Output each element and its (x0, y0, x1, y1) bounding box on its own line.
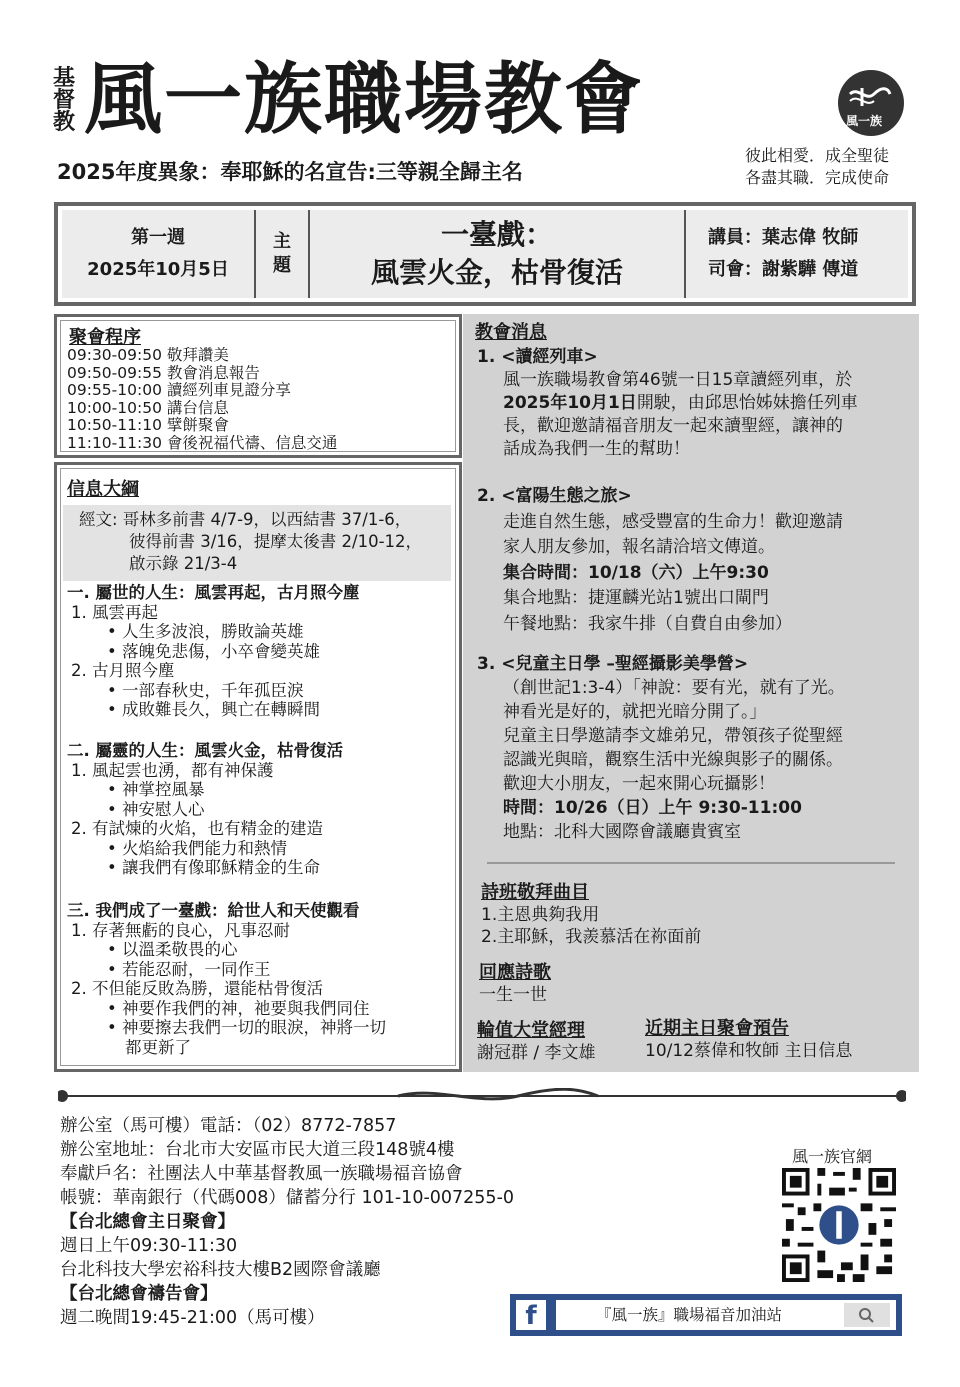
news-item-3: 3. <兒童主日學 –聖經攝影美學營> （創世記1:3-4）「神說：要有光，就有了光。 神看光是好的，就把光暗分開了。」 兒童主日學邀請李文雄弟兄，帶領孩子從聖經 認識光與暗，觀察生活中光線與影子的關係。 歡迎大小朋友，一起來開心玩攝影！ 時間：10/26（日）上午 9:30-11:00 地點：北科大國際會議廳貴賓室 (477, 654, 845, 842)
qr-code-icon[interactable] (782, 1168, 896, 1282)
logo-icon (838, 70, 904, 136)
program-heading: 聚會程序 (69, 327, 141, 348)
motto: 彼此相愛．成全聖徒 各盡其職．完成使命 (745, 146, 890, 187)
annual-vision: 2025年度異象：奉耶穌的名宣告:三等親全歸主名 (57, 160, 523, 184)
sermon-title: 一臺戲： 風雲火金，枯骨復活 (310, 210, 686, 298)
host: 司會：謝紫驊 傳道 (708, 259, 859, 280)
outline-heading: 信息大綱 (67, 479, 139, 500)
logo-text: 風一族 (846, 114, 883, 128)
facebook-search-box[interactable]: 『風一族』職場福音加油站 (556, 1300, 896, 1330)
ornamental-divider (58, 1088, 906, 1104)
facebook-bar[interactable] (510, 1294, 902, 1336)
title-prefix: 基督教 (52, 66, 75, 135)
divider-line (487, 862, 895, 864)
week-cell (62, 210, 256, 298)
news-box (463, 314, 919, 1072)
list-item: 10:00-10:50 講台信息 (67, 398, 229, 417)
sermon-band (54, 202, 916, 306)
program-list (67, 347, 337, 452)
office-info: 辦公室（馬可樓）電話：（02）8772-7857 辦公室地址：台北市大安區市民大道三段148號4樓 奉獻戶名：社團法人中華基督教風一族職場福音協會 帳號：華南銀行（代碼008）儲蓄分行 101-10-007255-0 【台北總會主日聚會】 週日上午09:30-11:30 台北科技大學宏裕科技大樓B2國際會議廳 【台北總會禱告會】 週二晚間19:45-21:00（馬可樓） (60, 1116, 515, 1328)
worship-songs: 詩班敬拜曲目 1.主恩典夠我用 2.主耶穌，我羨慕活在祢面前 (481, 882, 702, 947)
service-date: 2025年10月5日 (87, 259, 229, 280)
facebook-icon[interactable]: f (516, 1300, 546, 1330)
news-heading: 教會消息 (475, 322, 547, 343)
speakers (686, 210, 908, 298)
topic-label: 主 題 (256, 210, 310, 298)
website-label: 風一族官網 (792, 1147, 873, 1166)
list-item: 11:10-11:30 會後祝福代禱、信息交通 (67, 433, 338, 452)
list-item: 09:30-09:50 敬拜讚美 (67, 346, 229, 364)
program-box (54, 314, 462, 458)
speaker: 講員：葉志偉 牧師 (708, 227, 859, 248)
list-item: 09:55-10:00 讀經列車見證分享 (67, 381, 291, 399)
search-icon[interactable] (844, 1303, 890, 1327)
upcoming-preview: 近期主日聚會預告 10/12蔡偉和牧師 主日信息 (645, 1018, 853, 1061)
outline-point-1: 一. 屬世的人生：風雲再起，古月照今塵 1. 風雲再起 • 人生多波浪，勝敗論英雄 • 落魄免悲傷，小卒會變英雄 2. 古月照今塵 • 一部春秋史，千年孤臣淚 • 成敗難長久，興亡在轉瞬間 (67, 583, 360, 719)
lobby-manager: 輪值大堂經理 謝冠群 / 李文雄 (477, 1020, 596, 1063)
outline-point-2: 二. 屬靈的人生：風雲火金，枯骨復活 1. 風起雲也湧，都有神保護 • 神掌控風暴 • 神安慰人心 2. 有試煉的火焰，也有精金的建造 • 火焰給我們能力和熱情 • 讓我們有像耶穌精金的生命 (67, 741, 344, 877)
outline-box (54, 462, 462, 1072)
response-song: 回應詩歌 一生一世 (479, 962, 551, 1005)
scripture: 經文: 哥林多前書 4/7-9，以西結書 37/1-6， 彼得前書 3/16，提摩太後書 2/10-12， 啟示錄 21/3-4 (63, 505, 451, 581)
news-item-2: 2. <富陽生態之旅> 走進自然生態，感受豐富的生命力！歡迎邀請 家人朋友參加，報名請洽培文傳道。 集合時間：10/18（六）上午9:30 集合地點：捷運麟光站1號出口閘門 午餐地點：我家牛排（自費自由參加） (477, 486, 843, 634)
outline-point-3: 三. 我們成了一臺戲：給世人和天使觀看 1. 存著無虧的良心，凡事忍耐 • 以溫柔敬畏的心 • 若能忍耐，一同作王 2. 不但能反敗為勝，還能枯骨復活 • 神要作我們的神，祂要與我們同住 • 神要擦去我們一切的眼淚，神將一切 都更新了 (67, 901, 386, 1057)
news-item-1: 1. <讀經列車> 風一族職場教會第46號一日15章讀經列車，於 2025年10月1日開駛，由邱思怡姊妹擔任列車 長，歡迎邀請福音朋友一起來讀聖經，讓神的 話成為我們一生的幫助！ (477, 347, 858, 459)
list-item: 09:50-09:55 教會消息報告 (67, 363, 260, 382)
church-name: 風一族職場教會 (84, 55, 645, 145)
week-label: 第一週 (131, 227, 185, 248)
list-item: 10:50-11:10 擘餅聚會 (67, 416, 229, 434)
